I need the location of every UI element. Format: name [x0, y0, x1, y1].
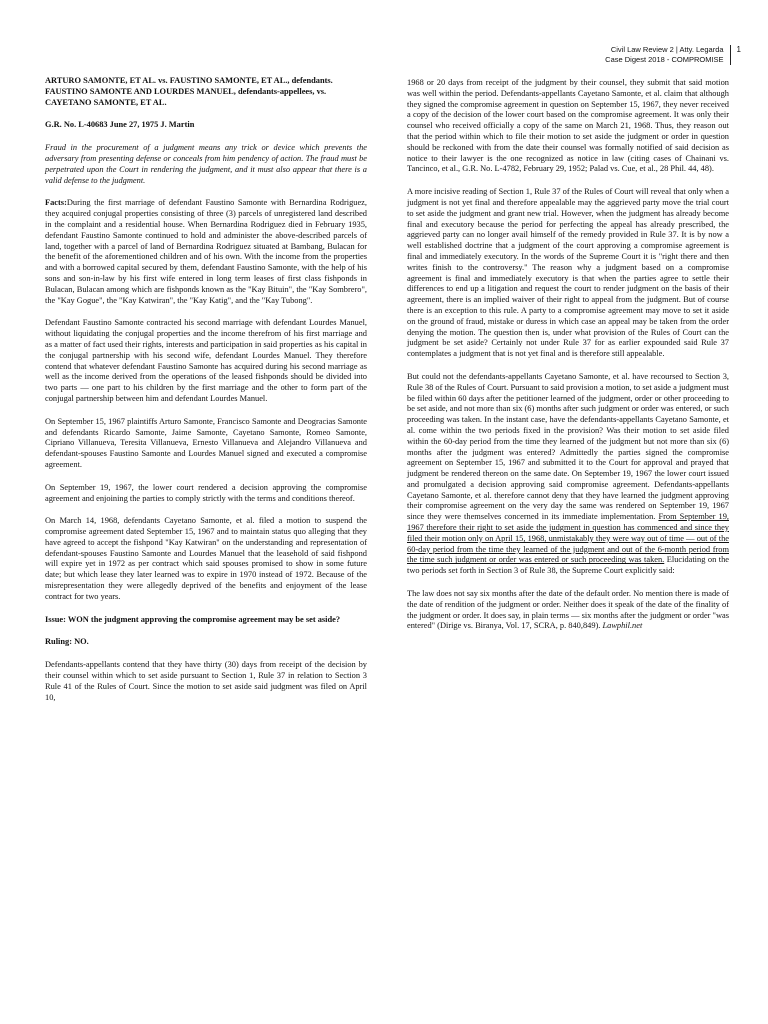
- gr-number: G.R. No. L-40683 June 27, 1975 J. Martin: [45, 120, 195, 130]
- facts-paragraph-1: [45, 198, 367, 306]
- header-subtitle: Case Digest 2018 - COMPROMISE: [605, 55, 724, 64]
- facts-paragraph-2: Defendant Faustino Samonte contracted his second marriage with defendant Lourdes Manuel, without liquidating the conjugal properties and the income therefrom of his first marriage and as a matter of fact used their rights, interests and participation in said properties as his capital in the conjugal partnership with his second wife, defendant Lourdes Manuel. They therefore contend that whatever defendant Faustino Samonte has acquired during his second marriage as well as the income derived from the operations of the leased fishponds should be divided into two parts — one part to his children by the first marriage and the other to form part of the conjugal partnership between him and defendant Lourdes Manuel.: [45, 318, 367, 403]
- facts-paragraph-4: On September 19, 1967, the lower court rendered a decision approving the compromise agreement and enjoining the parties to comply strictly with the terms and conditions thereof.: [45, 482, 367, 503]
- ruling-paragraph-3-start: But could not the defendants-appellants Cayetano Samonte, et al. have recoursed to Section 3, Rule 38 of the Rules of Court. Pursuant to said provision a motion, to set aside a judgment must be filed within 60 days after the petitioner learned of the judgment, order or other proceeding to be set aside, and not more than six (6) months after such judgment or order was entered, or such proceeding was taken. In the instant case, have the defendants-appellants Cayetano Samonte, et al. come within the two periods fixed in the provision? Was their motion to set aside filed within the 60-day period from the time they learned of the judgment but not more than six (6) months after the judgment was entered? Admittedly the parties signed the compromise agreement on September 15, 1967 and submitted it to the Court for approval and prayed that judgment be rendered thereon on the same date. On September 19, 1967 the lower court issued and promulgated a decision approving said compromise agreement. Defendants-appellants Cayetano Samonte, et al. therefore cannot deny that they have learned the judgment approving their compromise agreement on the very day the same was rendered on September 19, 1967 since they were themselves concerned in its immediate implementation.: [407, 371, 729, 522]
- block-quote: [407, 589, 729, 632]
- facts-text-1: During the first marriage of defendant Faustino Samonte with Bernardina Rodriguez, they acquired conjugal properties consisting of three (3) parcels of unregistered land described in the complaint and a residential house. When Bernardina Rodriguez died in February 1935, defendant Faustino Samonte continued to hold and administer the above-described parcels of land, together with a parcel of land of Bernardina Rodriguez situated at Bambang, Bulacan for the benefit of the aforementioned children and of his own. With the income from the properties and with a borrowed capital secured by them, defendant Faustino Samonte, with the help of his sons and son-in-law by his first wife entered in long term leases of first class fishponds in Bulacan, Bulacan among which are fishponds known as the "Kay Bituin", the "Kay Sombrero", the "Kay Gogue", the "Kay Katwiran", the "Kay Katig", and the "Kay Tubong".: [45, 198, 367, 305]
- page-header: [521, 45, 741, 65]
- header-text: [605, 45, 730, 65]
- page-number: 1: [736, 45, 741, 54]
- underlined-passage: From September 19, 1967 therefore their right to set aside the judgment in question has commenced and since they filed their motion only on April 15, 1968, unmistakably they were way out of time — out of the 60-day period from the time they learned of the judgment and out of the 6-month period from the time such judgment or order was entered or such proceeding was taken.: [407, 512, 729, 565]
- case-title: ARTURO SAMONTE, ET AL. vs. FAUSTINO SAMONTE, ET AL., defendants. FAUSTINO SAMONTE AND LOURDES MANUEL, defendants-appellees, vs. CAYETANO SAMONTE, ET AL.: [45, 76, 333, 107]
- facts-label: Facts:: [45, 198, 67, 208]
- quote-text: The law does not say six months after the date of the default order. No mention there is made of the date of rendition of the judgment or order. Neither does it speak of the date of the finality of the judgment or order. It does say, in plain terms — six months after the judgment or order "was entered" (Dirige vs. Biranya, Vol. 17, SCRA, p. 840,849).: [407, 589, 729, 631]
- issue: Issue: WON the judgment approving the compromise agreement may be set aside?: [45, 614, 341, 624]
- watermark-text: Lawphil.net: [602, 621, 643, 631]
- ruling-paragraph-3-end: Elucidating on the two periods set forth in Section 3 of Rule 38, the Supreme Court explicitly said:: [407, 555, 730, 576]
- ruling: Ruling: NO.: [45, 637, 89, 647]
- header-course: Civil Law Review 2 | Atty. Legarda: [610, 45, 724, 54]
- ruling-paragraph-1-cont: 1968 or 20 days from receipt of the judgment by their counsel, they submit that said motion was well within the period. Defendants-appellants Cayetano Samonte, et al. claim that although they signed the compromise agreement in question on September 15, 1967, they never received a copy of the decision of the lower court based on the compromise agreement. It was only their counsel who received officially a copy of the same on March 21, 1968. Thus, they reason out that the period within which to file their motion to set aside the judgment or order in question should be reckoned with from the date their counsel was formally notified of said decision as notice to their lawyer is the one recognized as notice in law (citing cases of Chainani vs. Tancinco, et al., G.R. No. L-4782, February 29, 1952; Palad vs. Cue, et al., 28 Phil. 44, 48).: [407, 78, 729, 174]
- facts-paragraph-3: On September 15, 1967 plaintiffs Arturo Samonte, Francisco Samonte and Deogracias Samonte and defendants Ricardo Samonte, Jaime Samonte, Cayetano Samonte, Romeo Samonte, Cipriano Villanueva, Teresita Villanueva, Ernesto Villanueva and Alejandro Villanueva and defendant-spouses Faustino Samonte and Lourdes Manuel signed and executed a compromise agreement.: [45, 416, 367, 469]
- ruling-paragraph-1: Defendants-appellants contend that they have thirty (30) days from receipt of the decision by their counsel within which to set aside pursuant to Section 1, Rule 37 in relation to Section 3 Rule 41 of the Rules of Court. Since the motion to set aside said judgment was filed on April 10,: [45, 660, 367, 702]
- right-column: [407, 78, 729, 644]
- facts-paragraph-5: On March 14, 1968, defendants Cayetano Samonte, et al. filed a motion to suspend the compromise agreement dated September 15, 1967 and to maintain status quo alleging that they have agreed to accept the fishpond "Kay Katwiran" on the understanding and representation of defendant-spouses Faustino Samonte and Lourdes Manuel that the leasehold of said fishpond will expire yet in 1972 as per contract which said spouses promised to show in some future date; but which lease they later learned was to expire in 1970 instead of 1972. Because of the misrepresentation they were allegedly deprived of the benefits and enjoyment of the lease contract for two years.: [45, 516, 367, 601]
- left-column: [45, 76, 367, 715]
- doctrine: Fraud in the procurement of a judgment means any trick or device which prevents the adversary from presenting defense or conceals from him pendency of action. The fraud must be perpetrated upon the Court in rendering the judgment, and it must also appear that there is a valid defense to the judgment.: [45, 143, 367, 185]
- ruling-paragraph-2: A more incisive reading of Section 1, Rule 37 of the Rules of Court will reveal that only when a judgment is not yet final and therefore appealable may the aggrieved party move the trial court to set aside the judgment and grant new trial. However, when the judgment has already become final and executory because the period for perfecting the appeal has already prescribed, the aggrieved party can no longer avail himself of the remedy provided in Rule 37. It is by now a well established doctrine that a judgment of the court approving a compromise agreement is final and immediately executory. In the words of the Supreme Court it is "right there and then writes finish to the controversy." The reason why a judgment based on a compromise agreement is final and immediately executory is that when the parties agree to settle their differences to end up a litigation and request the court to render judgment on the basis of their agreement, there is an implied waiver of their right to appeal from the judgment. But of course there is an exception to this rule. A party to a compromise agreement may move to set it aside on the ground of fraud, mistake or duress in which case an appeal may be taken from the order denying the motion. The question then is, under what provision of the Rules of Court can the judgment be set aside? Certainly not under Rule 37 for as earlier expounded said Rule 37 contemplates a judgment that is not yet final and is therefore still appealable.: [407, 187, 729, 359]
- ruling-paragraph-3: [407, 372, 729, 577]
